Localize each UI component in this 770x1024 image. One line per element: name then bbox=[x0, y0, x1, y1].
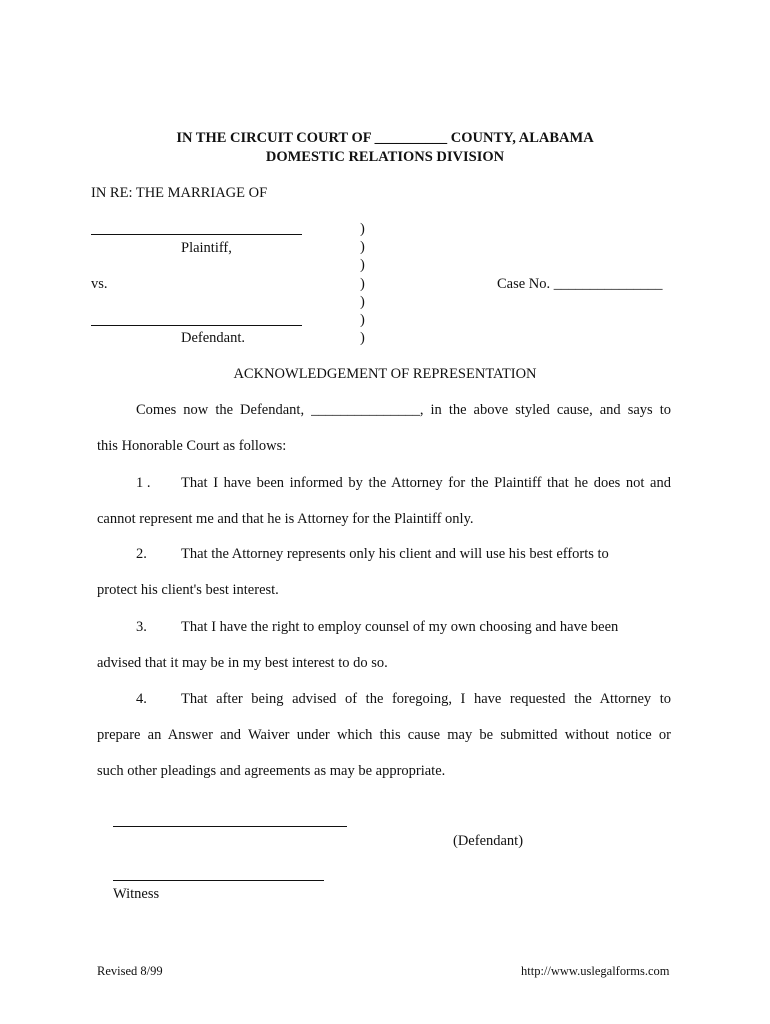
in-re-label: IN RE: THE MARRIAGE OF bbox=[91, 185, 268, 201]
item-3-line: advised that it may be in my best interest to do so. bbox=[97, 655, 388, 671]
defendant-label: Defendant. bbox=[181, 330, 246, 346]
plaintiff-name-line bbox=[91, 234, 302, 235]
caption-paren: ) bbox=[360, 330, 365, 346]
item-4-line: That after being advised of the foregoing, I have requested the Attorney to bbox=[181, 691, 671, 707]
caption-paren: ) bbox=[360, 257, 365, 273]
item-number: 3. bbox=[136, 619, 147, 635]
revision-note: Revised 8/99 bbox=[97, 964, 163, 978]
caption-paren: ) bbox=[360, 312, 365, 328]
witness-signature-label: Witness bbox=[113, 886, 160, 902]
item-number: 1 . bbox=[136, 475, 151, 491]
caption-paren: ) bbox=[360, 221, 365, 237]
intro-paragraph-line: this Honorable Court as follows: bbox=[97, 438, 287, 454]
item-2-line: That the Attorney represents only his client and will use his best efforts to bbox=[181, 546, 609, 562]
item-1-line: cannot represent me and that he is Attorney for the Plaintiff only. bbox=[97, 511, 474, 527]
item-3-line: That I have the right to employ counsel of my own choosing and have been bbox=[181, 619, 619, 635]
caption-paren: ) bbox=[360, 276, 365, 292]
item-number: 2. bbox=[136, 546, 147, 562]
intro-paragraph-line: Comes now the Defendant, _______________, in the above styled cause, and says to bbox=[136, 402, 671, 418]
document-title: ACKNOWLEDGEMENT OF REPRESENTATION bbox=[233, 366, 537, 382]
item-4-line: such other pleadings and agreements as may be appropriate. bbox=[97, 763, 446, 779]
plaintiff-label: Plaintiff, bbox=[181, 240, 232, 256]
item-number: 4. bbox=[136, 691, 147, 707]
witness-signature-line bbox=[113, 880, 324, 881]
item-1-line: That I have been informed by the Attorney for the Plaintiff that he does not and bbox=[181, 475, 671, 491]
item-4-line: prepare an Answer and Waiver under which this cause may be submitted without notice or bbox=[97, 727, 671, 743]
case-number: Case No. _______________ bbox=[497, 276, 663, 292]
footer-url: http://www.uslegalforms.com bbox=[521, 964, 670, 978]
defendant-signature-line bbox=[113, 826, 347, 827]
defendant-signature-label: (Defendant) bbox=[453, 833, 524, 849]
division-heading: DOMESTIC RELATIONS DIVISION bbox=[265, 149, 505, 165]
vs-label: vs. bbox=[91, 276, 108, 292]
caption-paren: ) bbox=[360, 294, 365, 310]
item-2-line: protect his client's best interest. bbox=[97, 582, 279, 598]
defendant-name-line bbox=[91, 325, 302, 326]
court-heading: IN THE CIRCUIT COURT OF __________ COUNTY, ALABAMA bbox=[176, 130, 594, 146]
caption-paren: ) bbox=[360, 239, 365, 255]
